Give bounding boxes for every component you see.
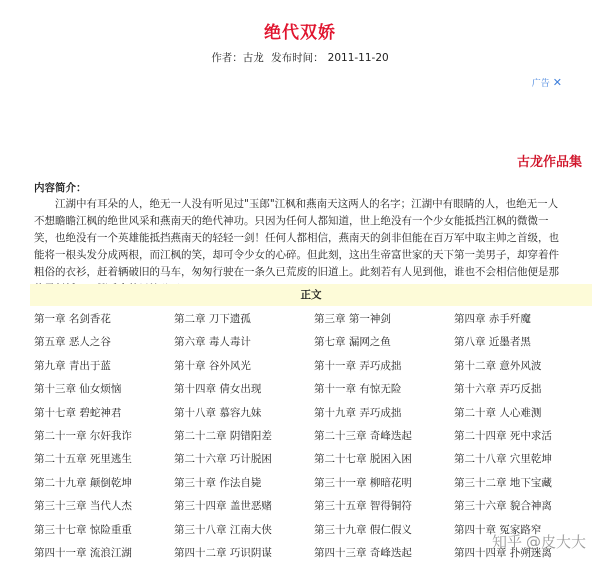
chapter-item [314, 334, 454, 357]
chapter-item [314, 498, 454, 521]
chapter-link[interactable]: 第三章 第一神剑 [314, 313, 391, 325]
ad-badge[interactable] [532, 76, 562, 89]
close-icon[interactable]: ✕ [552, 76, 562, 89]
chapter-item [174, 475, 314, 498]
chapter-item [454, 475, 594, 498]
chapter-item [454, 358, 594, 381]
chapter-link[interactable]: 第四十二章 巧识阴谋 [174, 546, 272, 559]
chapter-link[interactable]: 第二十六章 巧计脱困 [174, 453, 272, 466]
chapter-item [34, 334, 174, 357]
chapter-link[interactable]: 第三十九章 假仁假义 [314, 523, 412, 536]
chapter-link[interactable]: 第三十六章 貌合神离 [454, 500, 552, 513]
chapter-link[interactable]: 第十七章 碧蛇神君 [34, 406, 122, 419]
section-header: 正文 [30, 284, 592, 306]
chapter-link[interactable]: 第九章 青出于蓝 [34, 359, 111, 372]
chapter-item [34, 381, 174, 404]
chapter-link[interactable]: 第四章 赤手歼魔 [454, 313, 531, 325]
chapter-item [314, 311, 454, 334]
chapter-link[interactable]: 第四十三章 奇峰迭起 [314, 546, 412, 559]
chapter-item [314, 475, 454, 498]
chapter-item [314, 405, 454, 428]
chapter-item [314, 451, 454, 474]
chapter-link[interactable]: 第三十七章 惊险重重 [34, 523, 132, 536]
chapter-item [34, 405, 174, 428]
chapter-item [314, 358, 454, 381]
chapter-item [34, 475, 174, 498]
chapter-item [454, 334, 594, 357]
book-title: 绝代双娇 [264, 23, 336, 43]
chapter-link[interactable]: 第三十五章 智得铜符 [314, 500, 412, 513]
chapter-item [174, 334, 314, 357]
chapter-item [454, 405, 594, 428]
chapter-item [174, 545, 314, 568]
chapter-item [454, 498, 594, 521]
watermark [492, 531, 586, 552]
chapter-item [174, 451, 314, 474]
chapter-link[interactable]: 第十四章 倩女出现 [174, 383, 262, 396]
chapter-link[interactable]: 第二十一章 尔奸我诈 [34, 429, 132, 442]
chapter-item [34, 358, 174, 381]
chapter-list [34, 311, 594, 568]
publish-label: 发布时间： [271, 52, 324, 64]
chapter-item [174, 522, 314, 545]
chapter-item [314, 428, 454, 451]
chapter-item [314, 522, 454, 545]
chapter-link[interactable]: 第二十七章 脱困入困 [314, 453, 412, 466]
chapter-link[interactable]: 第二十五章 死里逃生 [34, 453, 132, 466]
book-meta [0, 50, 600, 65]
publish-date: 2011-11-20 [327, 52, 389, 64]
chapter-item [454, 428, 594, 451]
watermark-user: @皮大大 [525, 533, 586, 551]
chapter-link[interactable]: 第二十三章 奇峰迭起 [314, 429, 412, 442]
chapter-item [34, 522, 174, 545]
chapter-link[interactable]: 第一章 名剑香花 [34, 313, 111, 325]
chapter-link[interactable]: 第十三章 仙女烦恼 [34, 383, 122, 396]
chapter-link[interactable]: 第八章 近墨者黑 [454, 336, 531, 349]
chapter-link[interactable]: 第十一章 弄巧成拙 [314, 359, 402, 372]
chapter-item [454, 381, 594, 404]
chapter-item [174, 311, 314, 334]
author-works-link[interactable]: 古龙作品集 [516, 155, 582, 170]
ad-label: 广告 [531, 79, 550, 89]
intro-text: 江湖中有耳朵的人，绝无一人没有听见过"玉郎"江枫和燕南天这两人的名字；江湖中有眼睛的人，也绝无一人不想瞻瞻江枫的绝世风采和燕南天的绝代神功。只因为任何人都知道，世上绝没有一个少女能抵挡江枫的微微一笑，也绝没有一个英雄能抵挡燕南天的轻轻一剑！任何人都相信，燕南天的剑非但能在百万军中取主帅之首级，也能将一根头发分成两根，而江枫的笑，却可令少女的心碎。但此刻，这出生帝富世家的天下第一美男子，却穿着件粗俗的衣衫，赶着辆破旧的马车，匆匆行驶在一条久已荒废的旧道上。此刻若有人见到他，谁也不会相信他便是那 [34, 198, 559, 278]
chapter-link[interactable]: 第十一章 有惊无险 [314, 383, 402, 396]
author-label: 作者：古龙 [211, 52, 264, 64]
chapter-link[interactable]: 第二章 刀下遗孤 [174, 313, 251, 325]
chapter-item [34, 428, 174, 451]
chapter-item [454, 311, 594, 334]
chapter-item [34, 545, 174, 568]
chapter-link[interactable]: 第二十八章 穴里乾坤 [454, 453, 552, 466]
chapter-item [174, 381, 314, 404]
chapter-link[interactable]: 第三十三章 当代人杰 [34, 500, 132, 513]
chapter-link[interactable]: 第二十四章 死中求活 [454, 429, 552, 442]
chapter-item [314, 545, 454, 568]
chapter-link[interactable]: 第十八章 慕容九妹 [174, 406, 262, 419]
chapter-link[interactable]: 第四十四章 扑朔迷离 [454, 546, 552, 559]
chapter-link[interactable]: 第三十八章 江南大侠 [174, 523, 272, 536]
chapter-link[interactable]: 第十六章 弄巧反拙 [454, 383, 542, 396]
chapter-link[interactable]: 第三十四章 盖世恶赌 [174, 500, 272, 513]
chapter-link[interactable]: 第四十一章 流浪江湖 [34, 546, 132, 559]
chapter-item [454, 451, 594, 474]
watermark-site: 知乎 [491, 533, 522, 551]
chapter-link[interactable]: 第二十章 人心难测 [454, 406, 542, 419]
chapter-link[interactable]: 第六章 毒人毒计 [174, 336, 251, 349]
chapter-link[interactable]: 第二十二章 阴错阳差 [174, 429, 272, 442]
chapter-link[interactable]: 第五章 恶人之谷 [34, 336, 111, 349]
chapter-item [174, 428, 314, 451]
chapter-link[interactable]: 第十章 谷外风光 [174, 359, 251, 372]
chapter-item [34, 498, 174, 521]
chapter-item [34, 451, 174, 474]
chapter-item [174, 358, 314, 381]
chapter-item [174, 405, 314, 428]
chapter-link[interactable]: 第三十一章 柳暗花明 [314, 476, 412, 489]
chapter-link[interactable]: 第三十二章 地下宝藏 [454, 476, 552, 489]
chapter-link[interactable]: 第三十章 作法自毙 [174, 476, 262, 489]
chapter-item [34, 311, 174, 334]
chapter-link[interactable]: 第二十九章 颠倒乾坤 [34, 476, 132, 489]
chapter-link[interactable]: 第七章 漏网之鱼 [314, 336, 391, 349]
chapter-link[interactable]: 第十九章 弄巧成拙 [314, 406, 402, 419]
chapter-link[interactable]: 第十二章 意外风波 [454, 359, 542, 372]
intro-label: 内容简介： [34, 182, 87, 194]
chapter-item [174, 498, 314, 521]
chapter-item [314, 381, 454, 404]
chapter-link[interactable]: 第四十章 冤家路窄 [454, 523, 542, 536]
